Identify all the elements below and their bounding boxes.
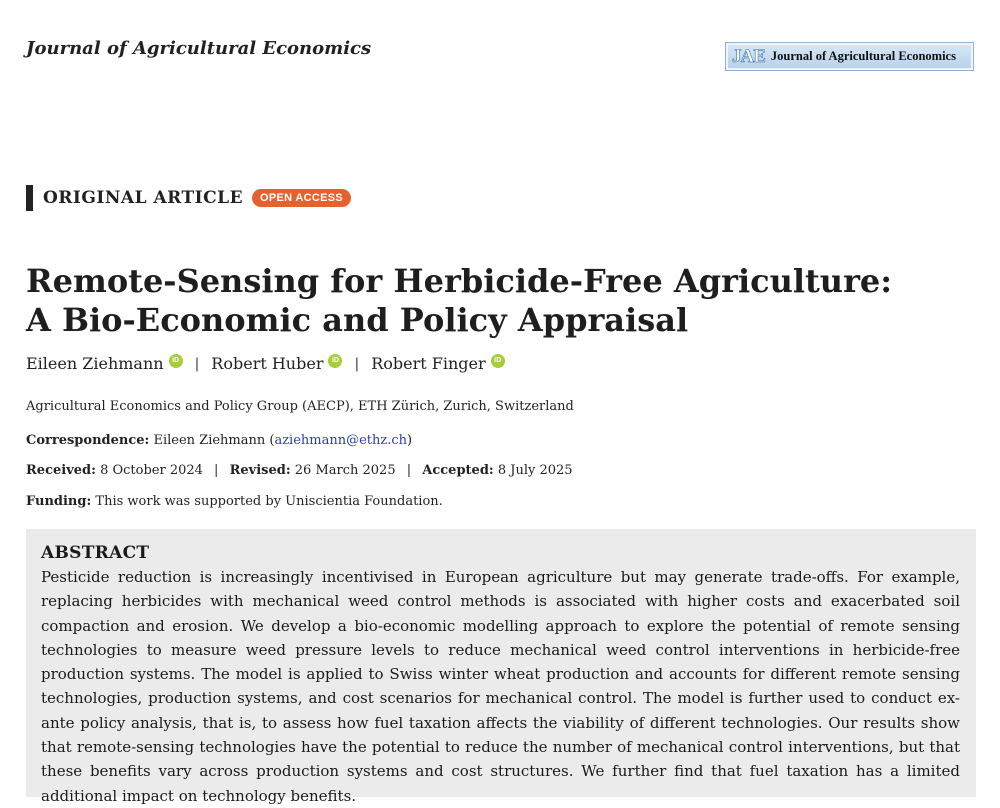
article-type-header bbox=[26, 185, 351, 211]
author-list bbox=[26, 354, 505, 373]
title-line-1: Remote-Sensing for Herbicide-Free Agriculture: bbox=[26, 262, 893, 300]
funding-text: This work was supported by Uniscientia Foundation. bbox=[95, 494, 443, 509]
funding bbox=[26, 494, 443, 509]
author-separator: | bbox=[354, 355, 360, 372]
journal-logo[interactable] bbox=[725, 42, 974, 71]
revised-label: Revised: bbox=[229, 463, 291, 478]
accepted-date: 8 July 2025 bbox=[497, 463, 573, 478]
article-title bbox=[26, 262, 926, 340]
author-name[interactable]: Robert Huber bbox=[211, 354, 324, 373]
correspondence-label: Correspondence: bbox=[26, 433, 150, 448]
email-link[interactable]: aziehmann@ethz.ch bbox=[274, 433, 408, 448]
logo-mark: JAE bbox=[732, 45, 765, 67]
received-date: 8 October 2024 bbox=[100, 463, 203, 478]
correspondence-close: ) bbox=[407, 433, 413, 448]
received-label: Received: bbox=[26, 463, 96, 478]
abstract-heading: ABSTRACT bbox=[41, 543, 150, 563]
abstract-box bbox=[26, 529, 976, 805]
accepted-label: Accepted: bbox=[422, 463, 494, 478]
correspondence-name: Eileen Ziehmann ( bbox=[153, 433, 275, 448]
orcid-icon[interactable]: iD bbox=[328, 354, 342, 368]
revised-date: 26 March 2025 bbox=[294, 463, 396, 478]
orcid-icon[interactable]: iD bbox=[491, 354, 505, 368]
abstract-body: Pesticide reduction is increasingly incentivised in European agriculture but may generate trade-offs. For example, replacing herbicides with mechanical weed control methods is associated with higher costs and exacerbated soil compaction and erosion. We develop a bio-economic modelling approach to explore the potential of remote sensing technologies to measure weed pressure levels to reduce mechanical weed control interventions in herbicide-free production systems. The model is applied to Swiss winter wheat production and accounts for different remote sensing technologies, production systems, and cost scenarios for mechanical control. The model is further used to conduct ex-ante policy analysis, that is, to assess how fuel taxation affects the viability of different technologies. Our results show that remote-sensing technologies have the potential to reduce the number of mechanical control interventions, but that these benefits vary across production systems and cost structures. We further find that fuel taxation has a limited additional impact on technology benefits. bbox=[41, 568, 960, 805]
orcid-icon[interactable]: iD bbox=[169, 354, 183, 368]
affiliation: Agricultural Economics and Policy Group (AECP), ETH Zürich, Zurich, Switzerland bbox=[26, 399, 574, 414]
accent-bar bbox=[26, 185, 33, 211]
author-name[interactable]: Eileen Ziehmann bbox=[26, 354, 164, 373]
author-name[interactable]: Robert Finger bbox=[371, 354, 486, 373]
title-line-2: A Bio-Economic and Policy Appraisal bbox=[26, 301, 689, 339]
article-dates bbox=[26, 463, 573, 478]
author-separator: | bbox=[194, 355, 200, 372]
open-access-badge[interactable]: OPEN ACCESS bbox=[252, 189, 351, 207]
journal-name: Journal of Agricultural Economics bbox=[26, 38, 372, 59]
article-type-label: ORIGINAL ARTICLE bbox=[43, 188, 244, 208]
logo-text: Journal of Agricultural Economics bbox=[770, 49, 956, 63]
date-separator: | bbox=[406, 463, 412, 478]
date-separator: | bbox=[214, 463, 219, 478]
correspondence bbox=[26, 433, 412, 448]
funding-label: Funding: bbox=[26, 494, 92, 509]
